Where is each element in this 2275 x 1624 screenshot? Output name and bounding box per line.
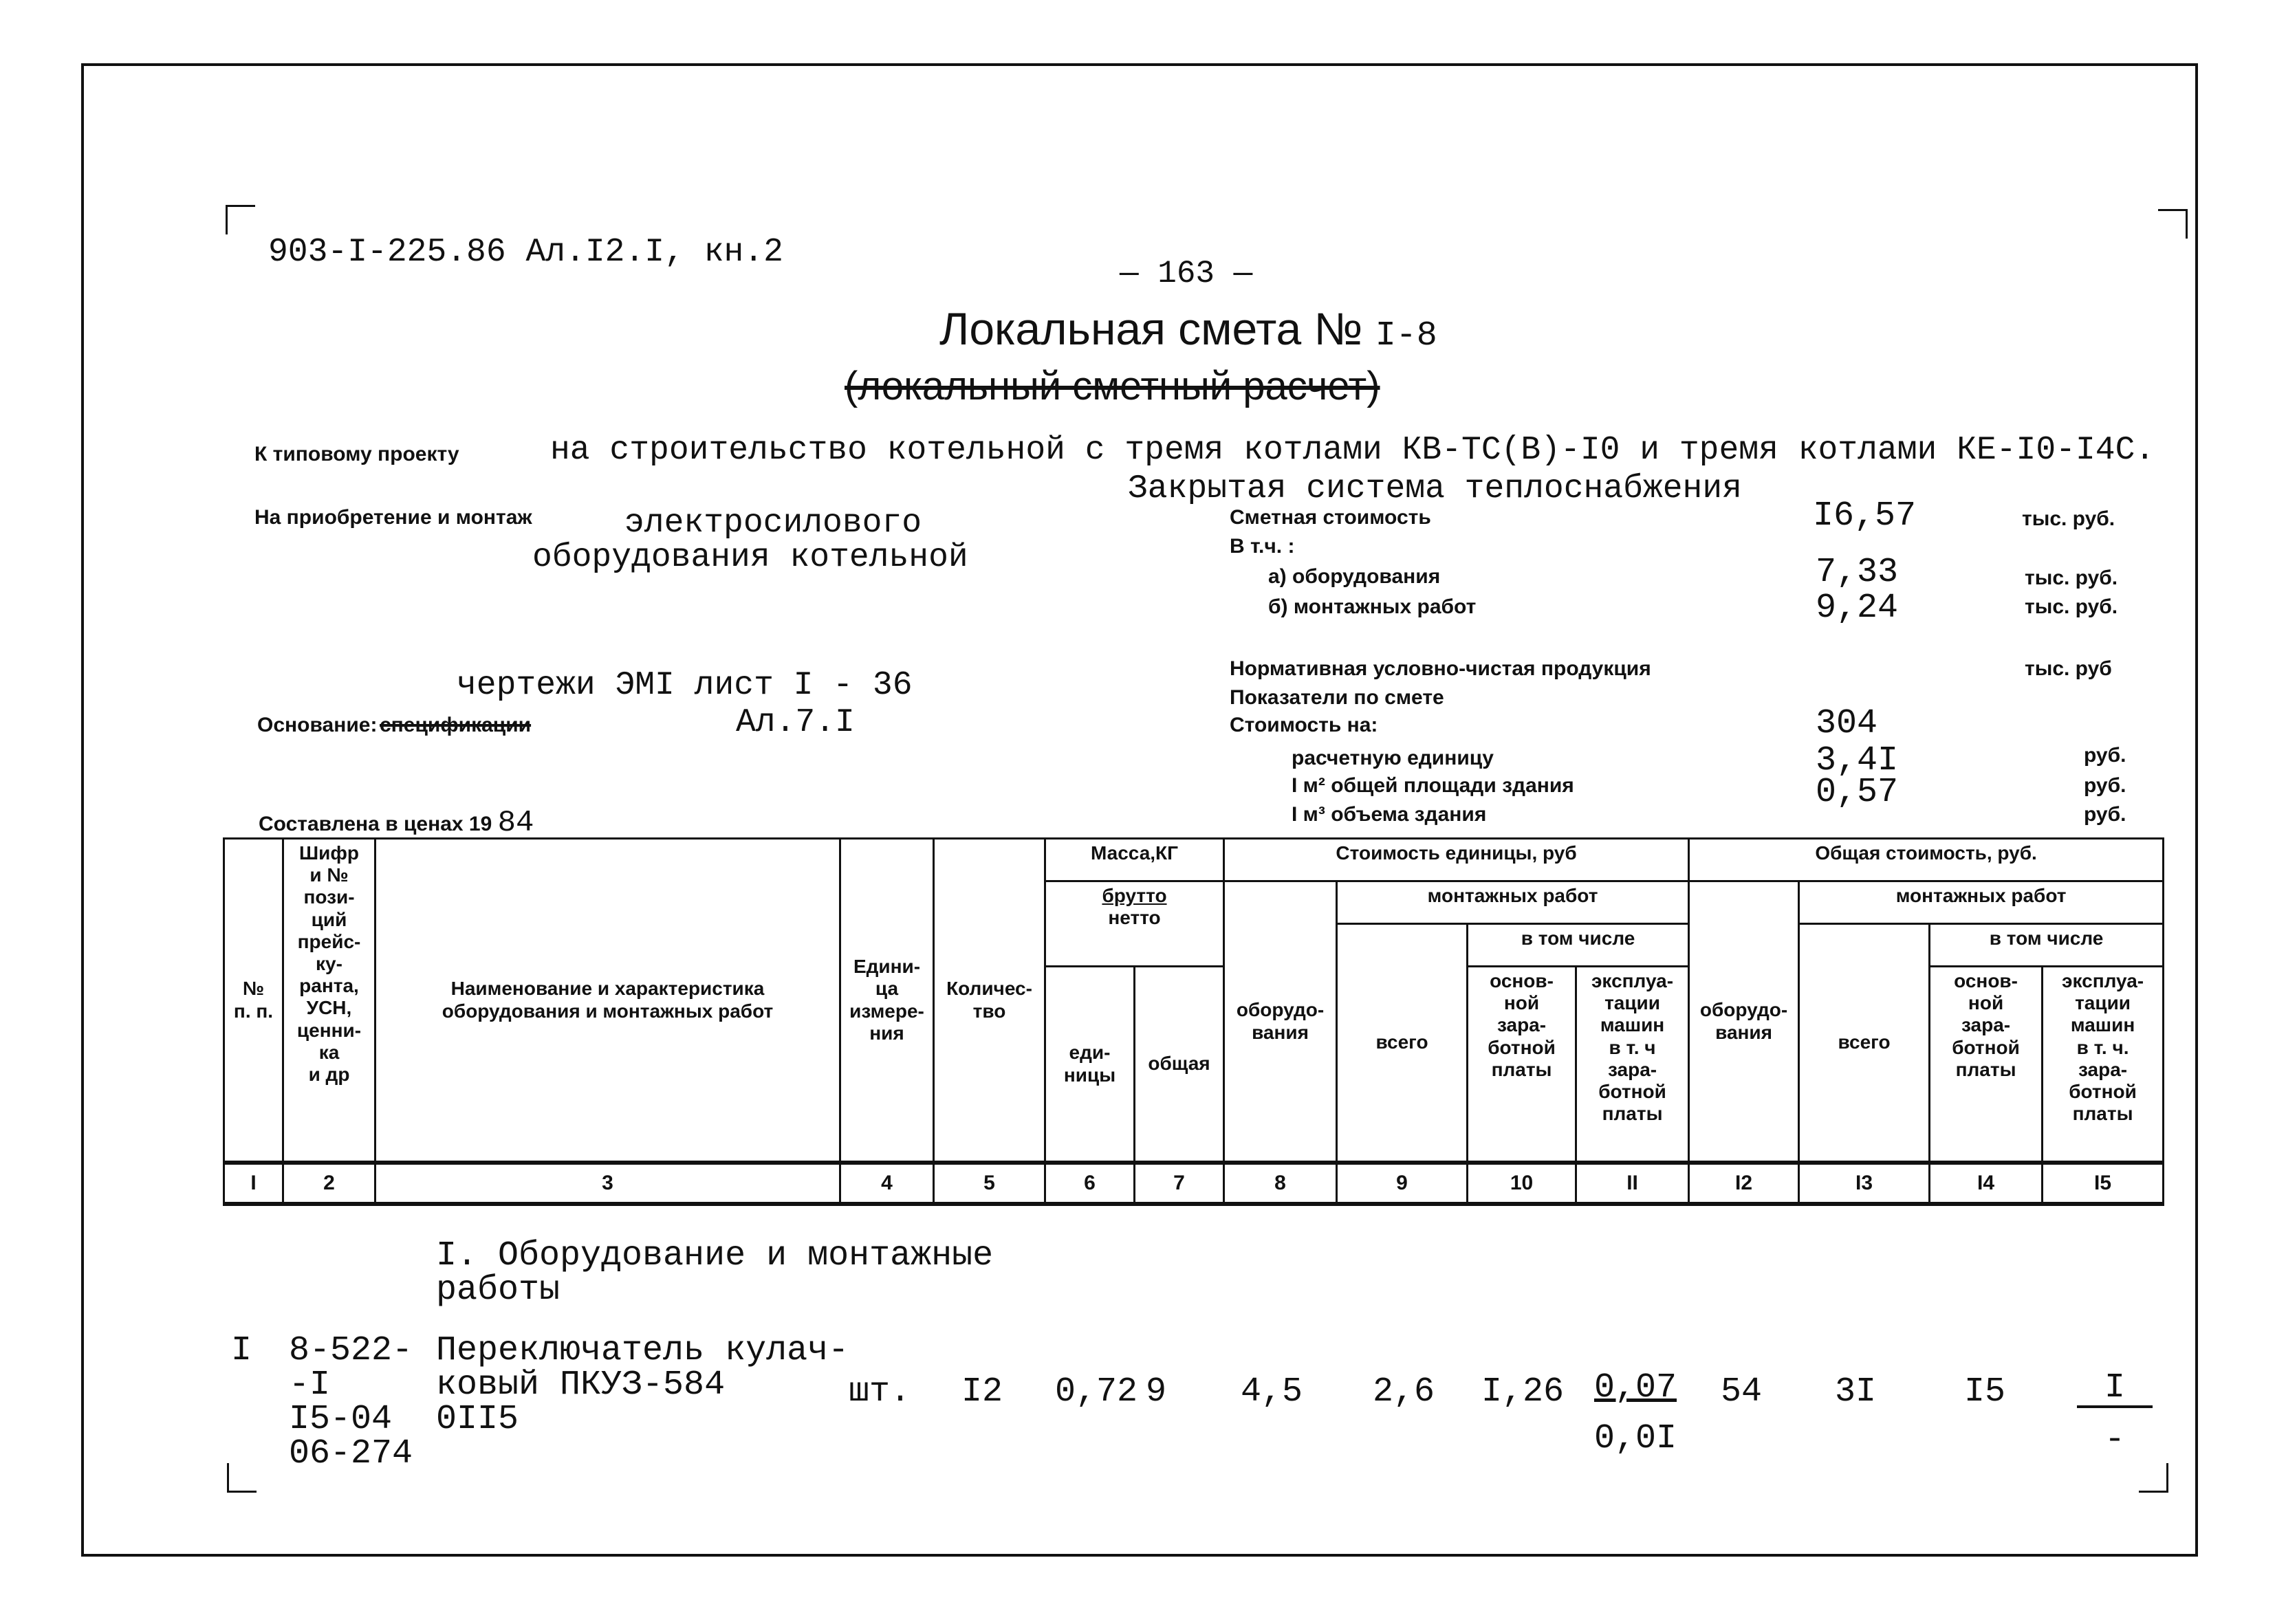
col-number: 2 (283, 1163, 375, 1204)
corner-mark-bottom-right (2139, 1463, 2168, 1493)
col-header-install-total: монтажных работ (1799, 881, 2164, 924)
project-text-line2: Закрытая система теплоснабжения (1128, 470, 1742, 507)
col-number: 5 (934, 1163, 1045, 1204)
net-product-label: Нормативная условно-чистая продукция (1230, 657, 1651, 680)
corner-mark-bottom-left (227, 1463, 257, 1493)
col-number: 6 (1045, 1163, 1135, 1204)
row-num: I (231, 1331, 252, 1370)
col-header-machine-total: эксплуа- тации машин в т. ч. зара- ботной платы (2043, 967, 2164, 1163)
title-struck: (локальный сметный расчет) (845, 364, 1380, 408)
project-label: К типовому проекту (254, 443, 459, 465)
m3-label: I м³ объема здания (1292, 803, 1487, 826)
col-header-incl: в том числе (1468, 924, 1689, 967)
cost-on-value: 304 (1816, 704, 1878, 743)
equip-unit: тыс. руб. (2025, 567, 2118, 589)
col-number: 8 (1224, 1163, 1337, 1204)
col-number: I5 (2043, 1163, 2164, 1204)
col-number: I3 (1799, 1163, 1930, 1204)
cost-label: Сметная стоимость (1230, 506, 1431, 529)
col-number: I2 (1689, 1163, 1799, 1204)
title-prefix: Локальная смета № (939, 303, 1363, 354)
col-header-total-cost: Общая стоимость, руб. (1689, 839, 2164, 881)
col-number: 3 (375, 1163, 840, 1204)
row-machine-total-bottom: - (2104, 1420, 2125, 1460)
estimate-table-header (223, 837, 2164, 1206)
section-title: I. Оборудование и монтажные работы (436, 1236, 994, 1310)
col-header-machine: эксплуа- тации машин в т. ч зара- ботной платы (1576, 967, 1689, 1163)
title-number: I-8 (1375, 316, 1437, 355)
document-title (939, 303, 1437, 355)
col-header-unit: Едини- ца измере- ния (840, 839, 934, 1163)
row-install-total: 2,6 (1373, 1372, 1435, 1412)
purpose-line1: электросилового (624, 505, 922, 542)
basis-struck: спецификации (380, 714, 532, 736)
col-number: II (1576, 1163, 1689, 1204)
prices-year: 84 (497, 806, 534, 840)
col-header-all-total: всего (1799, 924, 1930, 1163)
basis-line1: чертежи ЭМI лист I - 36 (457, 667, 913, 704)
project-text-line1: на строительство котельной с тремя котлами КВ-ТС(В)-I0 и тремя котлами КЕ-I0-I4С. (550, 432, 2155, 469)
row-machine-total-top: I (2077, 1371, 2153, 1408)
document-code: 903-I-225.86 Ал.I2.I, кн.2 (268, 234, 783, 271)
corner-mark-top-right (2158, 209, 2188, 239)
purpose-line2: оборудования котельной (532, 539, 968, 576)
cost-value: I6,57 (1813, 496, 1917, 536)
m2-value: 0,57 (1816, 773, 1899, 812)
m2-label: I м² общей площади здания (1292, 774, 1574, 797)
install-value: 9,24 (1816, 589, 1899, 628)
net-product-unit: тыс. руб (2025, 657, 2112, 680)
col-header-brutto-netto: брутто нетто (1045, 881, 1224, 967)
col-header-install: монтажных работ (1337, 881, 1689, 924)
purpose-label: На приобретение и монтаж (254, 506, 532, 529)
col-header-total-mass: общая (1135, 967, 1224, 1163)
col-header-name: Наименование и характеристика оборудования и монтажных работ (375, 839, 840, 1163)
col-header-base-pay: основ- ной зара- ботной платы (1468, 967, 1576, 1163)
col-header-equipment: оборудо- вания (1224, 881, 1337, 1163)
unit-cost-label: расчетную единицу (1292, 747, 1494, 769)
equip-label: а) оборудования (1268, 565, 1441, 588)
col-number: 10 (1468, 1163, 1576, 1204)
column-numbers-row (224, 1163, 2164, 1204)
row-mass-unit: 0,72 (1055, 1372, 1138, 1412)
install-label: б) монтажных работ (1268, 595, 1477, 618)
col-header-incl-total: в том числе (1930, 924, 2164, 967)
row-unit: шт. (849, 1372, 911, 1412)
col-header-all: всего (1337, 924, 1468, 1163)
col-number: I (224, 1163, 283, 1204)
col-header-equipment-total: оборудо- вания (1689, 881, 1799, 1163)
row-machine-top: 0,07 (1594, 1368, 1677, 1407)
row-name: Переключатель кулач- ковый ПКУЗ-584 0II5 (436, 1331, 849, 1439)
corner-mark-top-left (226, 205, 255, 234)
prices-label: Составлена в ценах 19 84 (259, 806, 534, 840)
col-header-qty: Количес- тво (934, 839, 1045, 1163)
col-header-unit-cost: Стоимость единицы, руб (1224, 839, 1689, 881)
equip-value: 7,33 (1816, 553, 1899, 592)
basis-label: Основание: (257, 714, 378, 736)
page-number: — 163 — (1120, 256, 1253, 292)
col-number: 7 (1135, 1163, 1224, 1204)
col-number: 9 (1337, 1163, 1468, 1204)
col-header-base-pay-total: основ- ной зара- ботной платы (1930, 967, 2043, 1163)
row-install-sum: 3I (1835, 1372, 1877, 1412)
basis-line2: Ал.7.I (736, 704, 855, 741)
row-base-pay-total: I5 (1964, 1372, 2006, 1412)
row-mass-total: 9 (1146, 1372, 1167, 1412)
col-number: 4 (840, 1163, 934, 1204)
col-header-per-unit: еди- ницы (1045, 967, 1135, 1163)
row-equip-total: 54 (1721, 1372, 1763, 1412)
incl-label: В т.ч. : (1230, 535, 1295, 558)
row-equip-unit-cost: 4,5 (1241, 1372, 1303, 1412)
row-code: 8-522- -I I5-04 06-274 (289, 1331, 413, 1473)
row-qty: I2 (961, 1372, 1003, 1412)
unit-cost-value: 3,4I (1816, 741, 1899, 780)
install-unit: тыс. руб. (2025, 595, 2118, 618)
row-machine-bottom: 0,0I (1594, 1419, 1677, 1458)
col-header-mass: Масса,КГ (1045, 839, 1224, 881)
indicators-label: Показатели по смете (1230, 686, 1444, 709)
cost-unit: тыс. руб. (2022, 507, 2115, 530)
col-header-num: № п. п. (224, 839, 283, 1163)
col-header-code: Шифр и № пози- ций прейс- ку- ранта, УСН, ценни- ка и др (283, 839, 375, 1163)
col-number: I4 (1930, 1163, 2043, 1204)
unit-cost-unit: руб. (2084, 744, 2126, 767)
cost-on-label: Стоимость на: (1230, 714, 1378, 736)
m2-unit: руб. (2084, 774, 2126, 797)
row-base-pay: I,26 (1481, 1372, 1565, 1412)
m3-unit: руб. (2084, 803, 2126, 826)
